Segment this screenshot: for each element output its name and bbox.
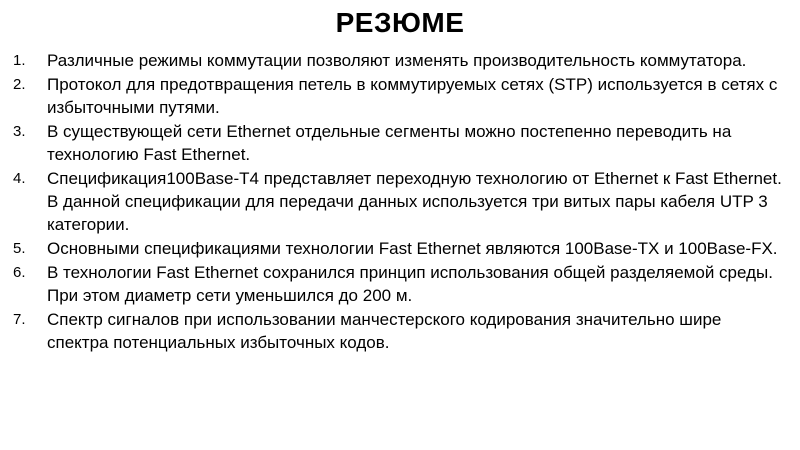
- item-text: Различные режимы коммутации позволяют изменять производительность коммутатора.: [47, 51, 747, 70]
- item-number: 5.: [13, 240, 26, 257]
- list-item: [0, 73, 800, 119]
- item-number: 7.: [13, 311, 26, 328]
- list-item: [0, 308, 800, 354]
- item-number: 4.: [13, 170, 26, 187]
- item-text: В технологии Fast Ethernet сохранился принцип использования общей разделяемой среды. При этом диаметр сети уменьшился до 200 м.: [47, 263, 773, 305]
- item-number: 2.: [13, 76, 26, 93]
- item-number: 3.: [13, 123, 26, 140]
- list-item: [0, 167, 800, 236]
- item-text: Спецификация100Base-T4 представляет переходную технологию от Ethernet к Fast Ethernet. В данной спецификации для передачи данных используется три витых пары кабеля UTP 3 категории.: [47, 169, 782, 234]
- list-item: [0, 261, 800, 307]
- summary-list: [0, 49, 800, 355]
- item-text: В существующей сети Ethernet отдельные сегменты можно постепенно переводить на технологию Fast Ethernet.: [47, 122, 732, 164]
- item-text: Спектр сигналов при использовании манчестерского кодирования значительно шире спектра потенциальных избыточных кодов.: [47, 310, 722, 352]
- list-item: [0, 120, 800, 166]
- item-text: Основными спецификациями технологии Fast Ethernet являются 100Base-TX и 100Base-FX.: [47, 239, 778, 258]
- list-item: [0, 49, 800, 72]
- item-number: 1.: [13, 52, 26, 69]
- item-text: Протокол для предотвращения петель в коммутируемых сетях (STP) используется в сетях с избыточными путями.: [47, 75, 778, 117]
- list-item: [0, 237, 800, 260]
- slide-title: РЕЗЮМЕ: [335, 7, 465, 38]
- item-number: 6.: [13, 264, 26, 281]
